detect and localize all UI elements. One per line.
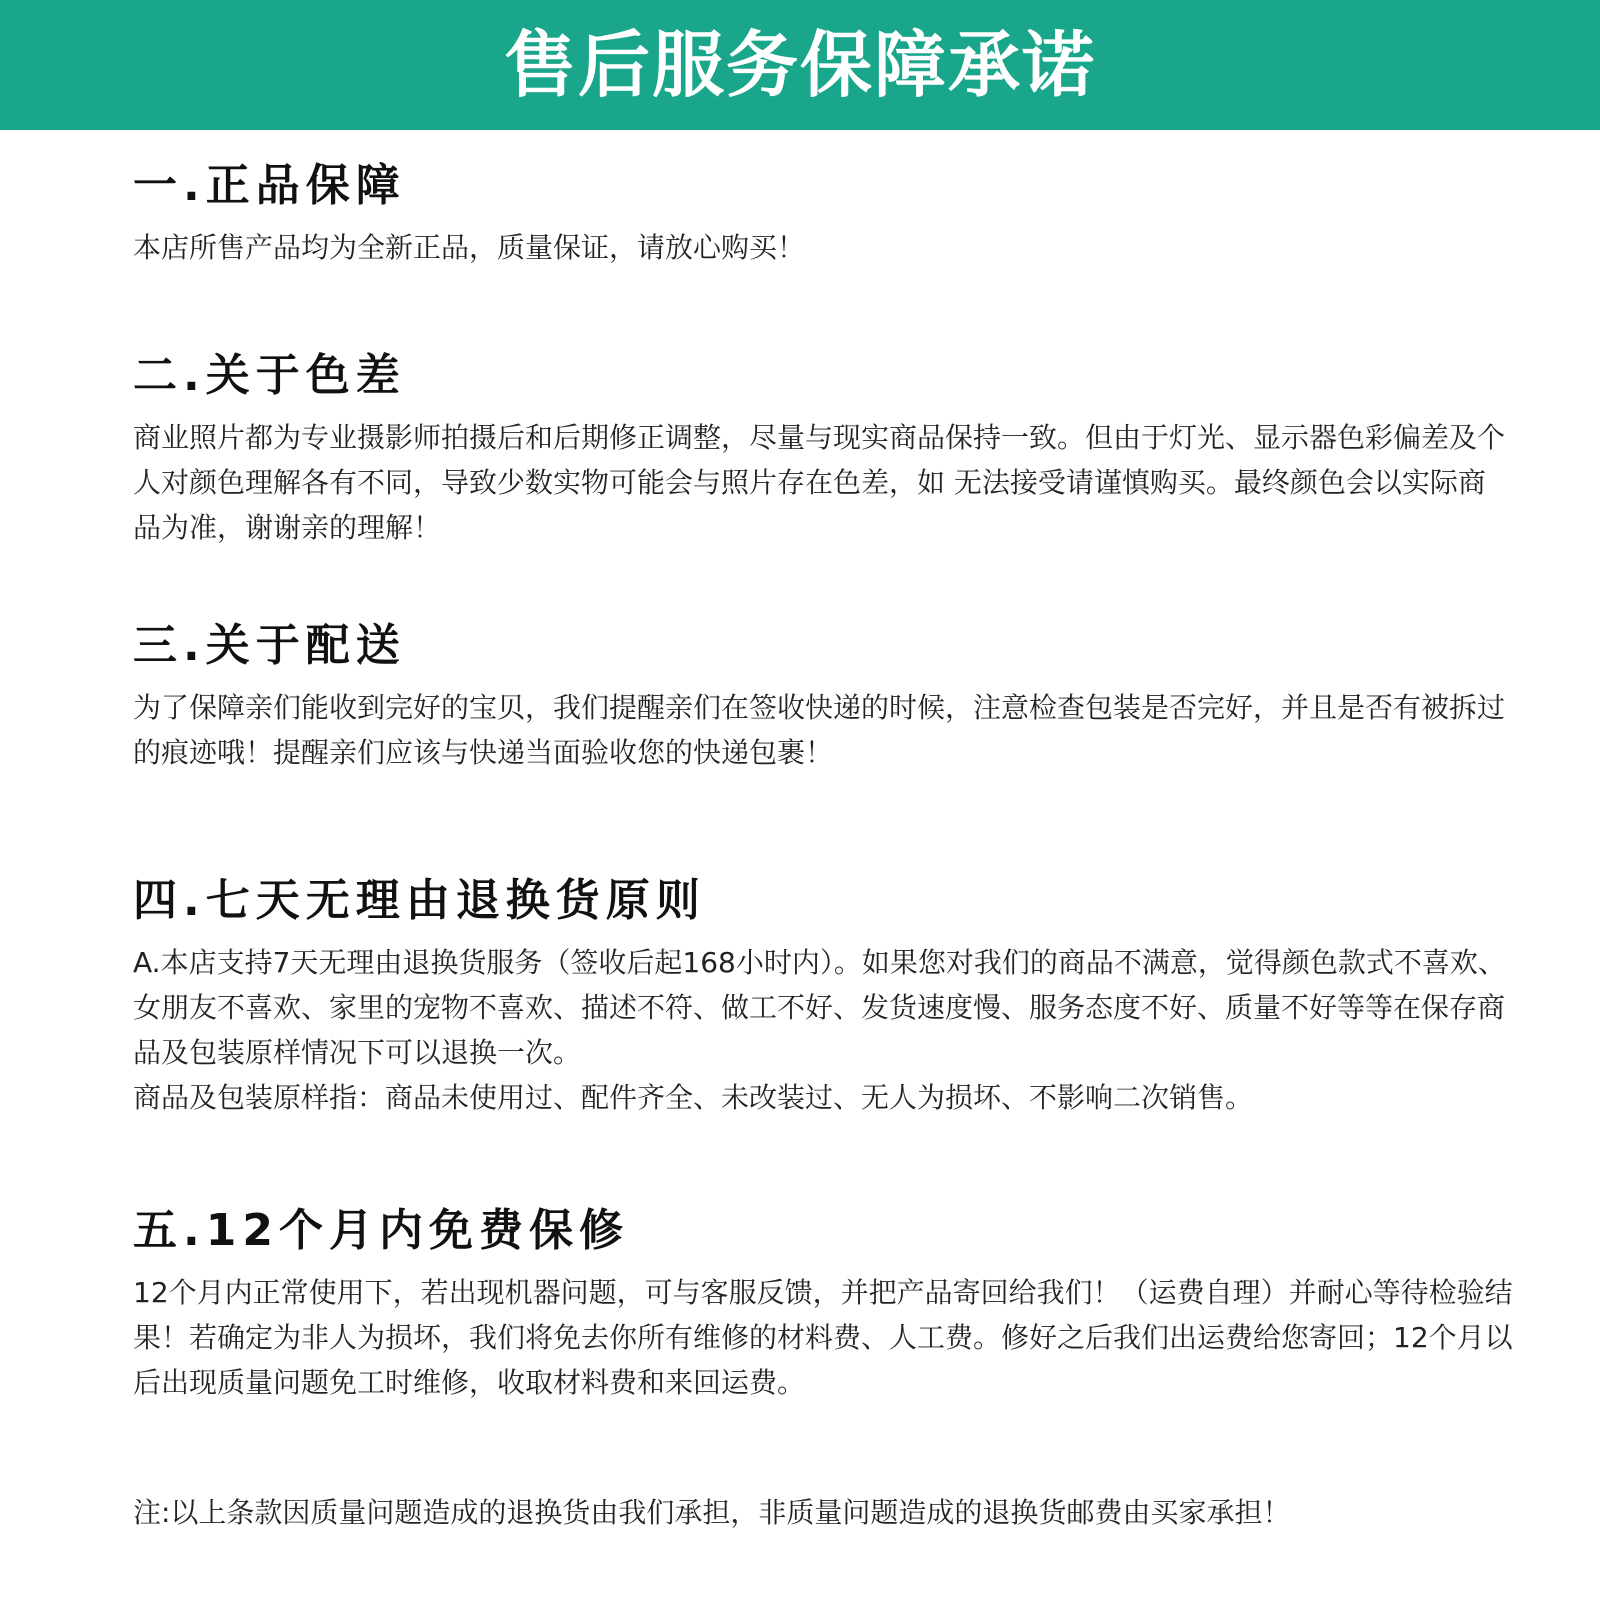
section-title: 三.关于配送 — [133, 620, 406, 671]
section-body — [133, 415, 1513, 550]
paragraph: 商业照片都为专业摄影师拍摄后和后期修正调整，尽量与现实商品保持一致。但由于灯光、显示器色彩偏差及个人对颜色理解各有不同，导致少数实物可能会与照片存在色差，如 无法接受请谨慎购买。最终颜色会以实际商品为准，谢谢亲的理解！ — [133, 420, 1506, 544]
paragraph: 本店所售产品均为全新正品，质量保证，请放心购买！ — [133, 230, 806, 264]
section-color-difference — [133, 350, 1513, 550]
section-body — [133, 940, 1513, 1120]
page-title: 售后服务保障承诺 — [503, 23, 1096, 107]
section-seven-day-return — [133, 875, 1513, 1120]
section-body — [133, 685, 1513, 775]
section-body — [133, 225, 1513, 270]
footer-note: 注:以上条款因质量问题造成的退换货由我们承担，非质量问题造成的退换货邮费由买家承担！ — [133, 1496, 1291, 1529]
section-title: 五.12个月内免费保修 — [133, 1205, 629, 1256]
paragraph: A.本店支持7天无理由退换货服务（签收后起168小时内）。如果您对我们的商品不满意，觉得颜色款式不喜欢、女朋友不喜欢、家里的宠物不喜欢、描述不符、做工不好、发货速度慢、服务态度不好、质量不好等等在保存商品及包装原样情况下可以退换一次。 — [133, 945, 1506, 1069]
section-body — [133, 1270, 1513, 1405]
paragraph: 12个月内正常使用下，若出现机器问题，可与客服反馈，并把产品寄回给我们！（运费自理）并耐心等待检验结果！若确定为非人为损坏，我们将免去你所有维修的材料费、人工费。修好之后我们出运费给您寄回；12个月以后出现质量问题免工时维修，收取材料费和来回运费。 — [133, 1275, 1513, 1399]
header-banner — [0, 0, 1600, 130]
section-authentic-guarantee — [133, 160, 1513, 270]
paragraph: 商品及包装原样指：商品未使用过、配件齐全、未改装过、无人为损坏、不影响二次销售。 — [133, 1080, 1254, 1114]
paragraph: 为了保障亲们能收到完好的宝贝，我们提醒亲们在签收快递的时候，注意检查包装是否完好，并且是否有被拆过的痕迹哦！提醒亲们应该与快递当面验收您的快递包裹！ — [133, 690, 1506, 769]
section-delivery — [133, 620, 1513, 775]
section-title: 四.七天无理由退换货原则 — [133, 875, 706, 926]
section-title: 二.关于色差 — [133, 350, 406, 401]
section-title: 一.正品保障 — [133, 160, 406, 211]
section-free-warranty — [133, 1205, 1513, 1405]
